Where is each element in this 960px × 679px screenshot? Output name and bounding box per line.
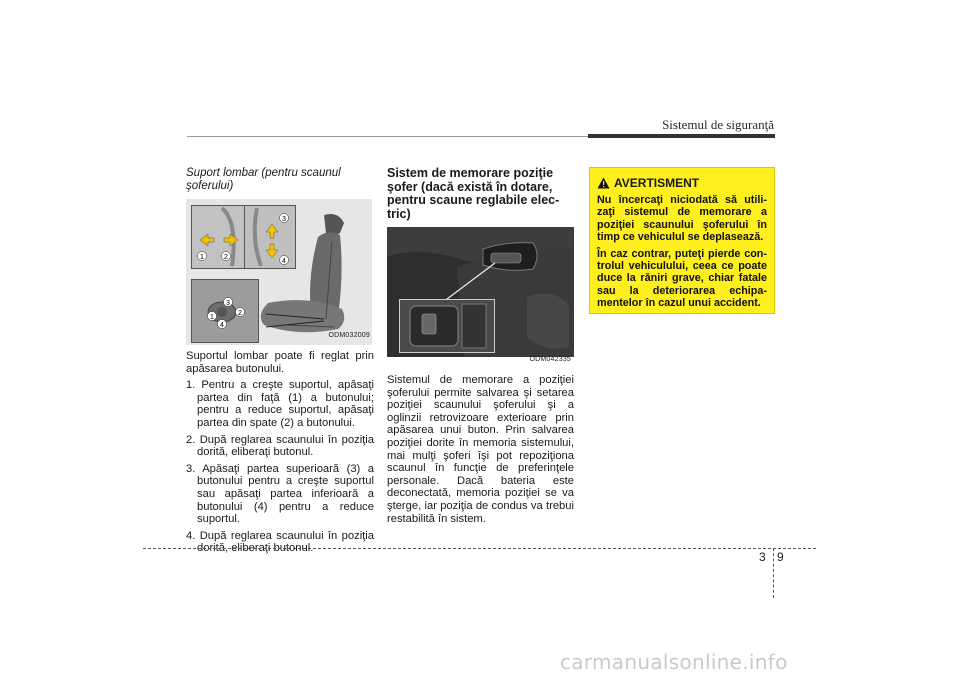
list-item: 3. Apăsaţi partea superioară (3) a butonului pentru a creşte suportul sau apăsaţi partea inferioară a butonului (4) pentru a reduce suportul. — [186, 462, 374, 526]
lumbar-steps — [186, 379, 374, 555]
chapter-number: 3 — [759, 550, 766, 564]
left-column — [186, 167, 374, 559]
lumbar-intro: Suportul lombar poate fi reglat prin apăsarea butonului. — [186, 350, 374, 375]
middle-column — [387, 167, 574, 529]
memory-heading: Sistem de memorare poziţie şofer (dacă există în dotare, pentru scaune reglabile elec-tric) — [387, 166, 560, 221]
inset-left-top — [191, 205, 245, 269]
page-header-title: Sistemul de siguranţă — [662, 117, 774, 132]
footer-rule — [143, 548, 816, 549]
memory-body: Sistemul de memorare a poziţiei şoferului permite salvarea şi setarea poziţiei scaunului şoferului şi a oglinzii retrovizoare exterioare prin apăsarea unui buton. Prin salvarea poziţiei dorite în memoria sistemului, mai mulţi şoferi îşi pot repoziţiona scaunul în funcţie de preferinţele personale. Dacă bateria este deconectată, memoria poziţiei se va şterge, iar poziţia de condus va trebui restabilită în sistem. — [387, 374, 574, 525]
inset-right-top — [244, 205, 296, 269]
callout-3b: 3 — [226, 300, 230, 307]
lumbar-heading: Suport lombar (pentru scaunul şoferului) — [186, 167, 341, 192]
list-item: 2. După reglarea scaunului în poziţia dorită, eliberaţi butonul. — [186, 433, 374, 459]
inset-bottom — [191, 279, 259, 343]
list-item: 4. După reglarea scaunului în poziţia dorită, eliberaţi butonul. — [186, 529, 374, 555]
callout-4b: 4 — [220, 322, 224, 329]
figure-code: ODM032009 — [328, 332, 370, 340]
header-rule-accent — [588, 134, 775, 138]
memory-inset — [399, 299, 495, 353]
list-item: 1. Pentru a creşte suportul, apăsaţi partea din faţă (1) a butonului; pentru a reduce suportul, apăsaţi partea din spate (2) a butonului. — [186, 379, 374, 429]
callout-1: 1 — [200, 254, 204, 261]
warning-header — [597, 176, 767, 190]
callout-4: 4 — [282, 258, 286, 265]
callout-2b: 2 — [238, 310, 242, 317]
warning-triangle-icon — [597, 177, 610, 189]
warning-text-2: În caz contrar, puteţi pierde con-trolul vehiculului, ceea ce poate duce la răniri grave, chiar fatale sau la deteriorarea echipa-mentelor în cazul unui accident. — [597, 247, 767, 310]
lumbar-figure — [186, 199, 372, 345]
warning-text-1: Nu încercaţi niciodată să utili-zaţi sistemul de memorare a poziţiei scaunului şoferului în timp ce vehiculul se deplasează. — [597, 194, 767, 244]
figure-code: ODM042335 — [529, 356, 571, 364]
watermark: carmanualsonline.info — [560, 650, 788, 674]
callout-3: 3 — [282, 216, 286, 223]
callout-1b: 1 — [210, 314, 214, 321]
memory-figure — [387, 227, 573, 364]
warning-box — [589, 167, 775, 314]
warning-title: AVERTISMENT — [614, 176, 700, 190]
page-number-value: 9 — [777, 550, 784, 564]
page-number — [759, 550, 784, 564]
callout-2: 2 — [224, 254, 228, 261]
